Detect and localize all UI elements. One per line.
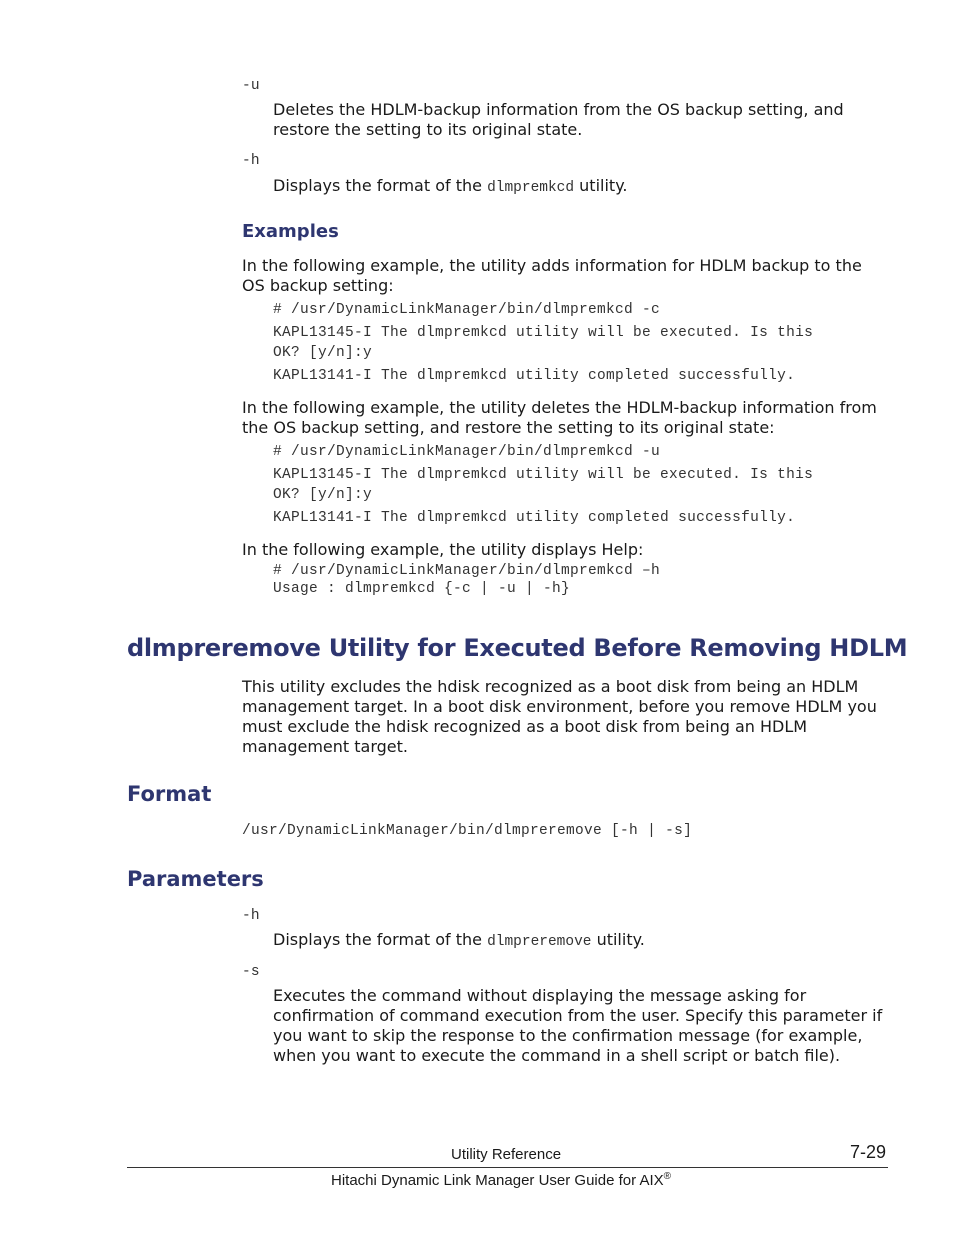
code-line: OK? [y/n]:y: [273, 345, 373, 361]
param-desc-h: Displays the format of the dlmpremkcd utility.: [273, 176, 628, 196]
param-flag-s: -s: [242, 964, 260, 980]
code-line: KAPL13141-I The dlmpremkcd utility completed successfully.: [273, 510, 796, 526]
example-3-code: [273, 562, 660, 598]
code-line: KAPL13141-I The dlmpremkcd utility completed successfully.: [273, 368, 796, 384]
example-2-code: [273, 442, 813, 528]
param-desc-s: Executes the command without displaying the message asking for confirmation of command execution from the user. Specify this parameter if you want to skip the response to the confirmation message (for example, when you want to execute the command in a shell script or batch file).: [273, 986, 883, 1065]
param-desc-u: Deletes the HDLM-backup information from the OS backup setting, and restore the setting to its original state.: [273, 100, 844, 139]
example-1-intro: In the following example, the utility adds information for HDLM backup to the OS backup setting:: [242, 256, 862, 295]
param-desc-h: Displays the format of the dlmpreremove utility.: [273, 930, 645, 950]
param-flag-h: -h: [242, 153, 260, 169]
examples-heading: Examples: [242, 221, 339, 242]
param-flag-h: -h: [242, 908, 260, 924]
code-line: KAPL13145-I The dlmpremkcd utility will be executed. Is this: [273, 467, 814, 483]
code-line: # /usr/DynamicLinkManager/bin/dlmpremkcd -c: [273, 302, 661, 318]
code-line: KAPL13145-I The dlmpremkcd utility will be executed. Is this: [273, 325, 814, 341]
format-command: /usr/DynamicLinkManager/bin/dlmpreremove [-h | -s]: [242, 823, 693, 839]
footer-divider: [127, 1167, 888, 1168]
footer-chapter: Utility Reference: [451, 1146, 562, 1163]
section-title: dlmpreremove Utility for Executed Before Removing HDLM: [127, 634, 908, 662]
code-line: # /usr/DynamicLinkManager/bin/dlmpremkcd –h: [273, 563, 661, 579]
inline-code: dlmpreremove: [487, 934, 592, 950]
parameters-heading: Parameters: [127, 867, 264, 891]
footer-guide-title: Hitachi Dynamic Link Manager User Guide for AIX®: [331, 1171, 672, 1189]
param-flag-u: -u: [242, 78, 260, 94]
example-3-intro: In the following example, the utility displays Help:: [242, 540, 644, 559]
format-heading: Format: [127, 782, 212, 806]
code-line: Usage : dlmpremkcd {-c | -u | -h}: [273, 581, 571, 597]
inline-code: dlmpremkcd: [487, 180, 575, 196]
section-intro: This utility excludes the hdisk recognized as a boot disk from being an HDLM management target. In a boot disk environment, before you remove HDLM you must exclude the hdisk recognized as a boot disk from being an HDLM management target.: [242, 677, 877, 756]
example-2-intro: In the following example, the utility deletes the HDLM-backup information from the OS backup setting, and restore the setting to its original state:: [242, 398, 877, 437]
code-line: # /usr/DynamicLinkManager/bin/dlmpremkcd -u: [273, 444, 661, 460]
code-line: OK? [y/n]:y: [273, 487, 373, 503]
example-1-code: [273, 300, 813, 386]
page-number: 7-29: [850, 1142, 887, 1162]
